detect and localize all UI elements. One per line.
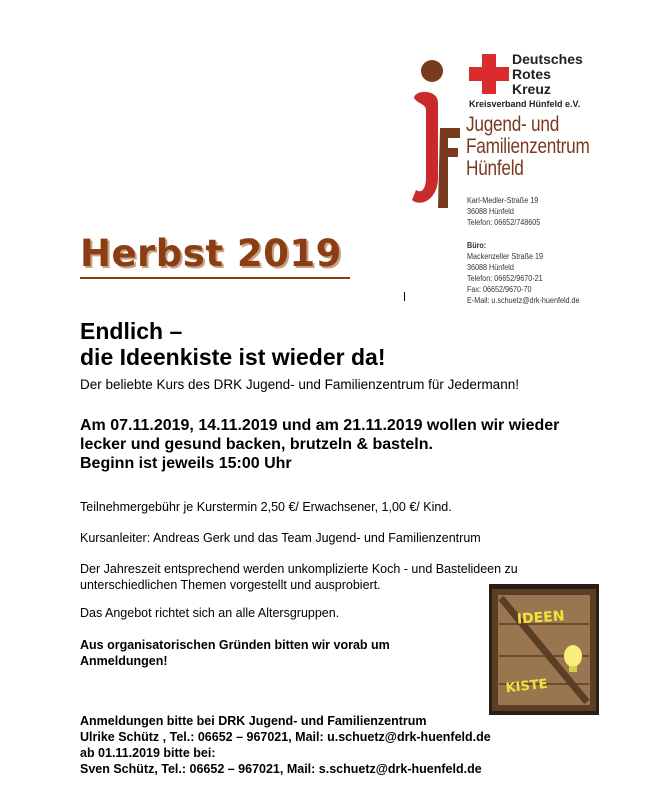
dates-line1: Am 07.11.2019, 14.11.2019 und am 21.11.2019 wollen wir wieder — [80, 417, 560, 434]
headline-line2: die Ideenkiste ist wieder da! — [80, 344, 386, 370]
contact-line3: ab 01.11.2019 bitte bei: — [80, 746, 216, 760]
contact-line4: Sven Schütz, Tel.: 06652 – 967021, Mail: s.schuetz@drk-huenfeld.de — [80, 762, 482, 776]
address-city: 36088 Hünfeld — [467, 207, 514, 216]
headline-line1: Endlich – — [80, 318, 183, 344]
center-name-line2: Familienzentrum — [466, 135, 590, 158]
center-name-line1: Jugend- und — [466, 113, 560, 136]
dates-line2: lecker und gesund backen, brutzeln & basteln. — [80, 436, 433, 453]
organisation-name — [512, 52, 583, 97]
office-phone: Telefon: 06652/9670-21 — [467, 274, 543, 283]
image-word1: IDEEN — [516, 608, 566, 628]
subline: Der beliebte Kurs des DRK Jugend- und Familienzentrum für Jedermann! — [80, 377, 519, 392]
dates-line3: Beginn ist jeweils 15:00 Uhr — [80, 455, 292, 472]
office-address — [467, 240, 592, 306]
address-phone: Telefon: 06652/748605 — [467, 218, 541, 227]
office-label: Büro: — [467, 241, 487, 250]
registration-note-line2: Anmeldungen! — [80, 654, 168, 668]
office-street: Mackenzeller Straße 19 — [467, 252, 544, 261]
office-city: 36088 Hünfeld — [467, 263, 514, 272]
description-line1: Der Jahreszeit entsprechend werden unkomplizierte Koch - und Bastelideen zu — [80, 562, 518, 576]
description-line2: unterschiedlichen Themen vorgestellt und ausprobiert. — [80, 578, 381, 592]
season-title: Herbst 2019 — [80, 232, 342, 275]
image-word2: KISTE — [504, 676, 549, 697]
contact-line1: Anmeldungen bitte bei DRK Jugend- und Familienzentrum — [80, 714, 427, 728]
fee-text: Teilnehmergebühr je Kurstermin 2,50 €/ Erwachsener, 1,00 €/ Kind. — [80, 500, 452, 514]
center-name — [466, 114, 617, 180]
leader-text: Kursanleiter: Andreas Gerk und das Team Jugend- und Familienzentrum — [80, 531, 481, 545]
org-name-line3: Kreuz — [512, 81, 551, 97]
ideenkiste-image — [489, 584, 599, 715]
org-name-line2: Rotes — [512, 66, 551, 82]
course-dates — [80, 416, 640, 473]
contact-line2: Ulrike Schütz , Tel.: 06652 – 967021, Mail: u.schuetz@drk-huenfeld.de — [80, 730, 491, 744]
jf-figure-icon — [408, 58, 468, 213]
registration-note-line1: Aus organisatorischen Gründen bitten wir vorab um — [80, 638, 390, 652]
org-name-line1: Deutsches — [512, 51, 583, 67]
center-name-line3: Hünfeld — [466, 157, 524, 180]
office-fax: Fax: 06652/9670-70 — [467, 285, 532, 294]
office-email: E-Mail: u.schuetz@drk-huenfeld.de — [467, 296, 580, 305]
title-underline — [80, 277, 350, 279]
kreisverband: Kreisverband Hünfeld e.V. — [469, 99, 581, 109]
center-address — [467, 195, 548, 228]
red-cross-icon — [469, 54, 509, 94]
address-street: Karl-Medler-Straße 19 — [467, 196, 539, 205]
divider-mark — [404, 292, 405, 301]
audience-text: Das Angebot richtet sich an alle Altersgruppen. — [80, 606, 340, 620]
